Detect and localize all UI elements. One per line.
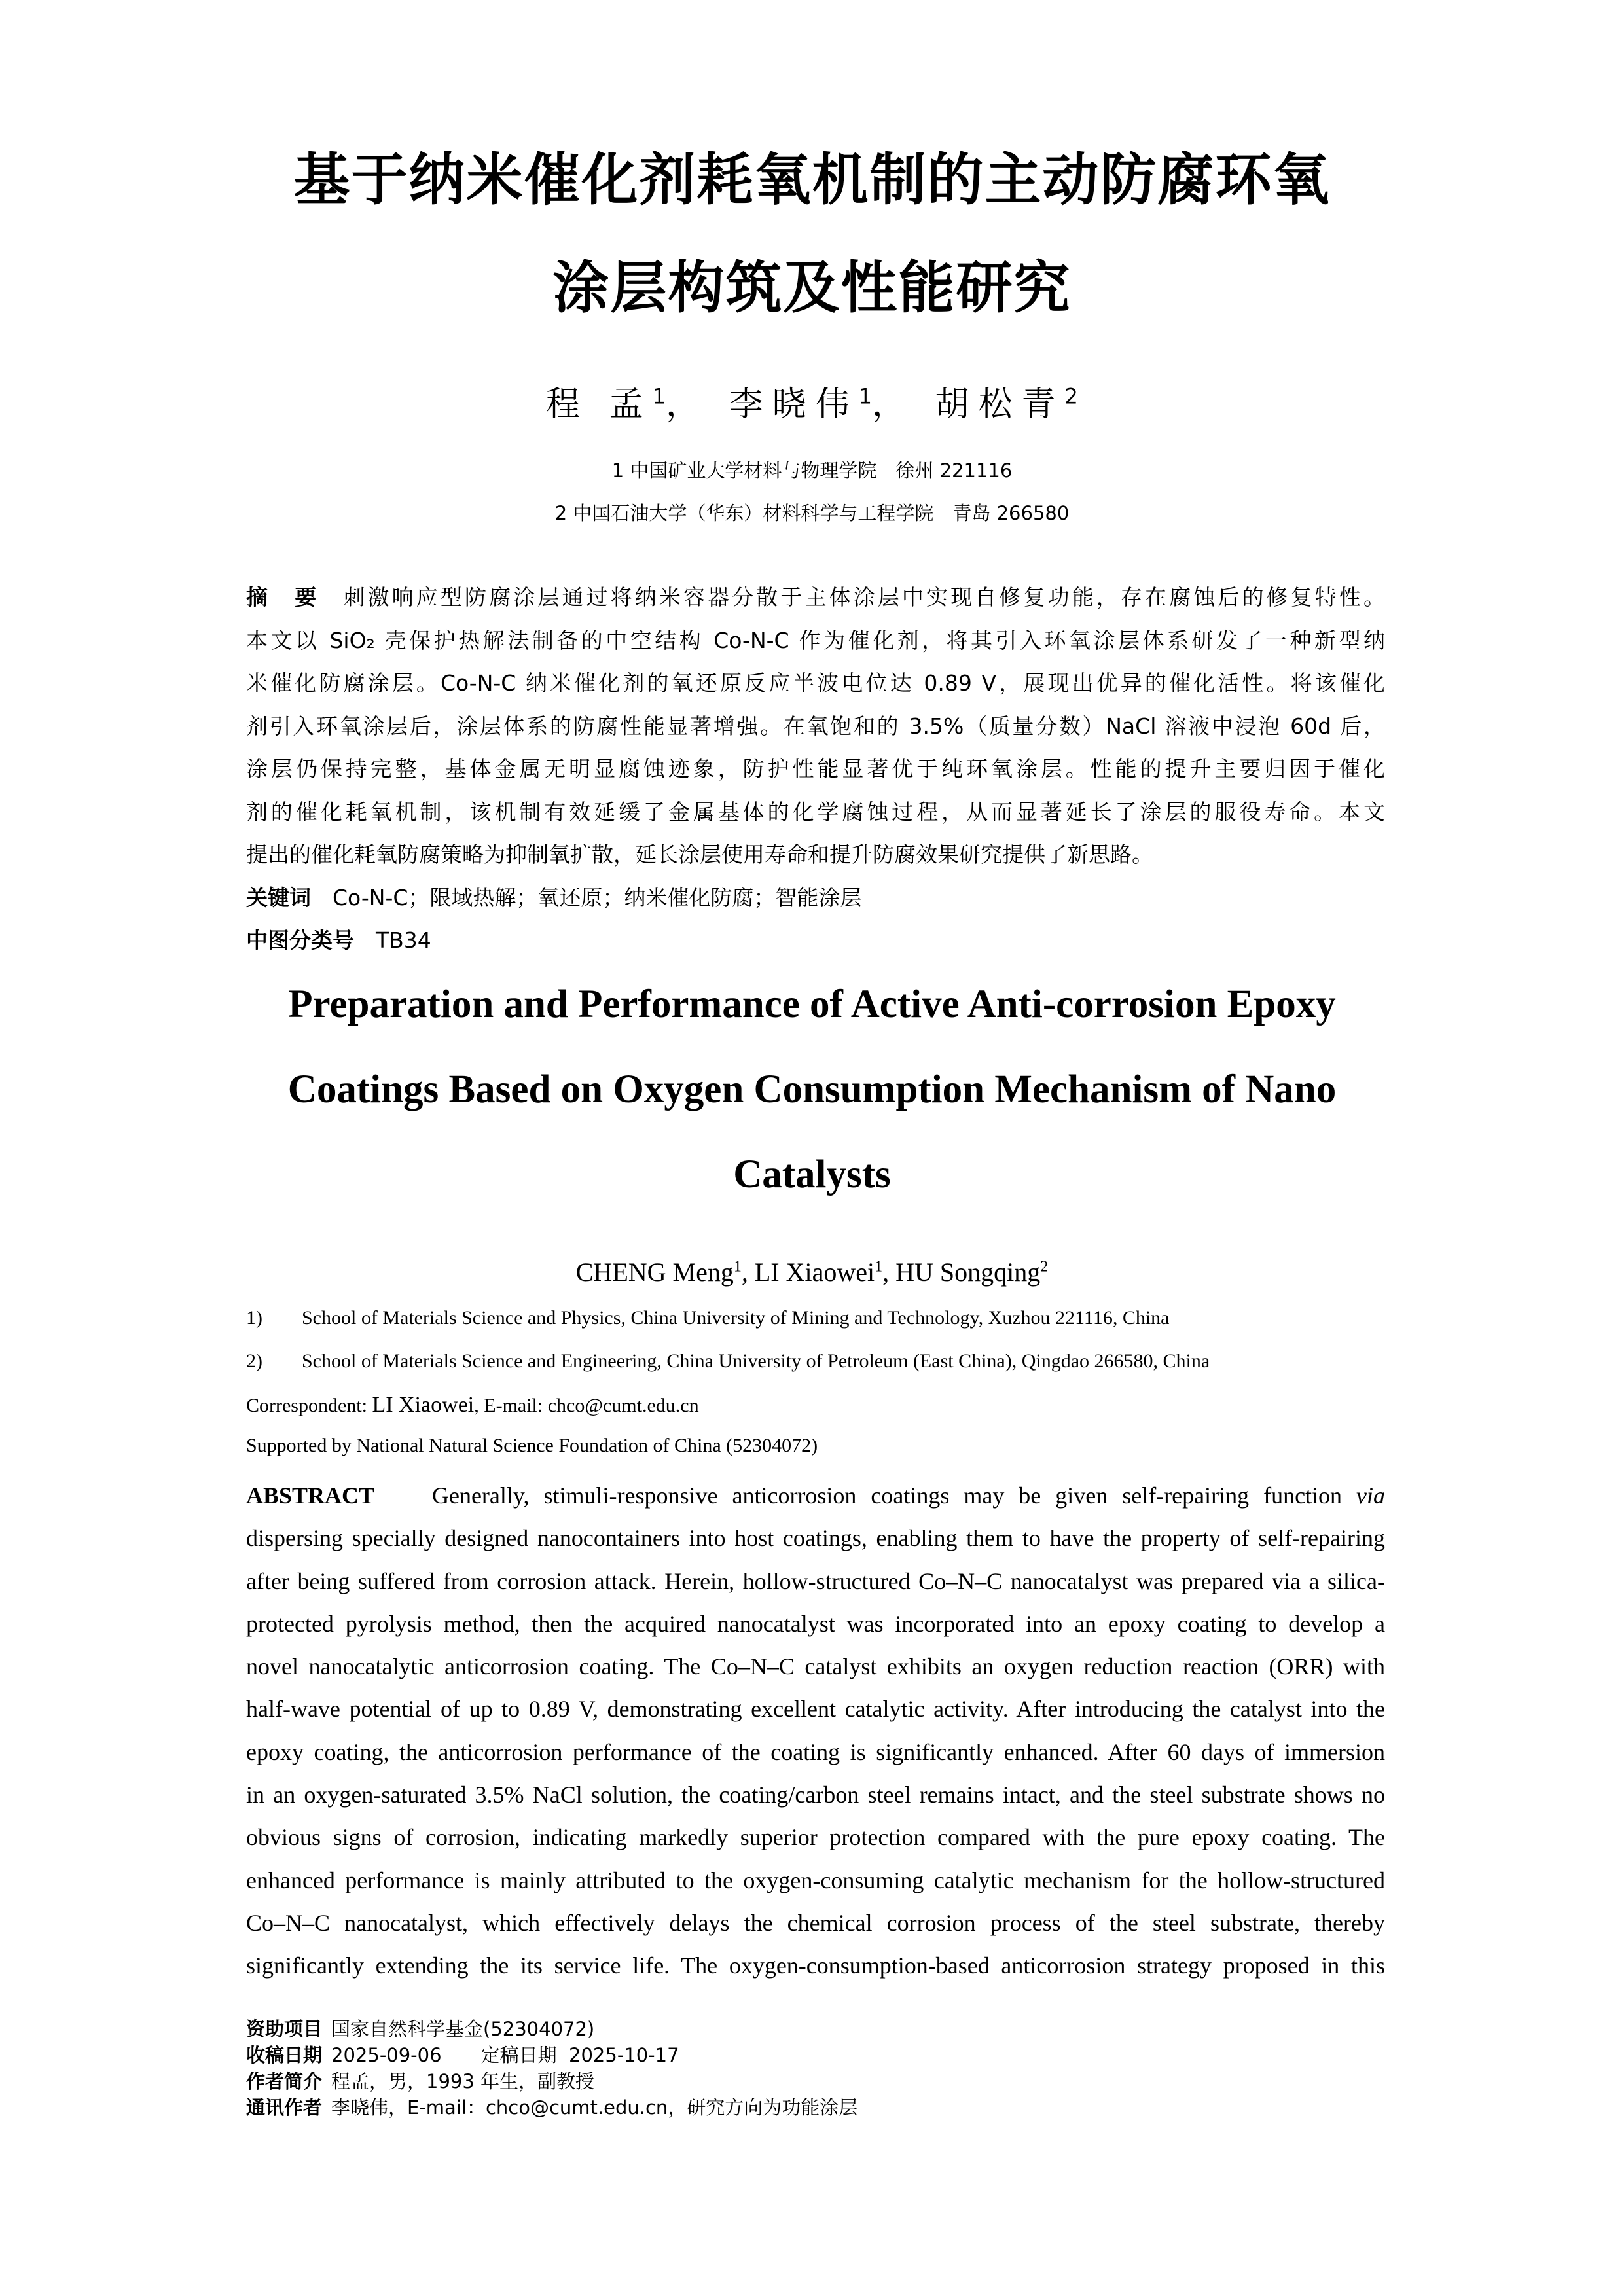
en-correspondent: Correspondent: LI Xiaowei, E-mail: chco@cumt.edu.cn <box>246 1393 699 1417</box>
zh-author-name: 李晓伟 <box>729 385 859 424</box>
en-author-name: CHENG Meng <box>575 1257 734 1287</box>
zh-keywords: 关键词 Co-N-C；限域热解；氧还原；纳米催化防腐；智能涂层 <box>246 884 862 910</box>
en-abstract-line: half-wave potential of up to 0.89 V, demonstrating excellent catalytic activity. After introducing the catalyst into the <box>246 1696 1385 1723</box>
en-abstract-line: dispersing specially designed nanocontainers into host coatings, enabling them to have the property of self-repairing <box>246 1525 1385 1552</box>
zh-author-name: 胡松青 <box>935 385 1065 424</box>
zh-abstract-line: 涂层仍保持完整，基体金属无明显腐蚀迹象，防护性能显著优于纯环氧涂层。性能的提升主要归因于催化 <box>246 756 1385 781</box>
zh-abstract-line: 摘 要 刺激响应型防腐涂层通过将纳米容器分散于主体涂层中实现自修复功能，存在腐蚀后的修复特性。 <box>246 584 1386 610</box>
zh-affiliation-2: 2 中国石油大学（华东）材料科学与工程学院 青岛 266580 <box>554 502 1070 524</box>
en-abstract-label: ABSTRACT <box>246 1482 375 1509</box>
en-abstract-line: ABSTRACT Generally, stimuli-responsive anticorrosion coatings may be given self-repairing function via <box>246 1482 1386 1509</box>
zh-abstract <box>246 576 1385 962</box>
en-abstract-line: in an oxygen-saturated 3.5% NaCl solution, the coating/carbon steel remains intact, and the steel substrate shows no <box>246 1782 1385 1808</box>
zh-affiliation-1: 1 中国矿业大学材料与物理学院 徐州 221116 <box>611 459 1013 482</box>
zh-abstract-label: 摘 要 <box>246 584 319 610</box>
zh-classification: 中图分类号 TB34 <box>246 927 431 953</box>
zh-abstract-line: 米催化防腐涂层。Co-N-C 纳米催化剂的氧还原反应半波电位达 0.89 V，展现出优异的催化活性。将该催化 <box>246 670 1385 696</box>
en-abstract-line: protected pyrolysis method, then the acquired nanocatalyst was incorporated into an epoxy coating to develop a <box>246 1610 1385 1637</box>
zh-abstract-line: 剂引入环氧涂层后，涂层体系的防腐性能显著增强。在氧饱和的 3.5%（质量分数）NaCl 溶液中浸泡 60d 后， <box>246 713 1385 739</box>
zh-title-line-2: 涂层构筑及性能研究 <box>552 255 1072 321</box>
zh-abstract-line: 本文以 SiO₂ 壳保护热解法制备的中空结构 Co-N-C 作为催化剂，将其引入环氧涂层体系研发了一种新型纳 <box>246 627 1385 653</box>
en-title-line-2: Coatings Based on Oxygen Consumption Mechanism of Nano <box>287 1067 1337 1111</box>
zh-author-sup: 1 <box>858 384 872 409</box>
en-author-name: LI Xiaowei <box>754 1257 875 1287</box>
zh-author-name: 程 孟 <box>546 385 653 424</box>
en-abstract-line: after being suffered from corrosion attack. Herein, hollow-structured Co–N–C nanocatalyst was prepared via a silica- <box>246 1568 1385 1594</box>
en-abstract-line: Co–N–C nanocatalyst, which effectively delays the chemical corrosion process of the steel substrate, thereby <box>246 1909 1385 1936</box>
en-abstract-line: obvious signs of corrosion, indicating markedly superior protection compared with the pure epoxy coating. The <box>246 1824 1385 1851</box>
en-abstract-line: significantly extending the its service life. The oxygen-consumption-based anticorrosion strategy proposed in this <box>246 1952 1385 1979</box>
zh-classification-label: 中图分类号 <box>246 927 354 953</box>
footer-author-bio: 作者简介 程孟，男，1993 年生，副教授 <box>246 2070 595 2092</box>
en-affiliation-2: 2) School of Materials Science and Engineering, China University of Petroleum (East China), Qingdao 266580, China <box>246 1350 1210 1372</box>
zh-abstract-line: 提出的催化耗氧防腐策略为抑制氧扩散，延长涂层使用寿命和提升防腐效果研究提供了新思路。 <box>246 842 1153 867</box>
footer-corresponding-author: 通讯作者 李晓伟，E-mail：chco@cumt.edu.cn，研究方向为功能涂层 <box>246 2096 858 2119</box>
en-abstract-line: novel nanocatalytic anticorrosion coating. The Co–N–C catalyst exhibits an oxygen reduction reaction (ORR) with <box>246 1653 1385 1680</box>
en-abstract-line: enhanced performance is mainly attributed to the oxygen-consuming catalytic mechanism for the hollow-structured <box>246 1867 1385 1893</box>
en-supported-by: Supported by National Natural Science Foundation of China (52304072) <box>246 1435 818 1456</box>
en-abstract-line: epoxy coating, the anticorrosion performance of the coating is significantly enhanced. After 60 days of immersion <box>246 1738 1385 1765</box>
zh-title-line-1: 基于纳米催化剂耗氧机制的主动防腐环氧 <box>293 147 1331 213</box>
en-title-line-3: Catalysts <box>733 1153 891 1196</box>
en-author-name: HU Songqing <box>895 1257 1041 1287</box>
zh-author-sup: 2 <box>1064 384 1078 409</box>
zh-authors: 程 孟$^1$， 李晓伟$^1$， 胡松青$^2$ <box>546 384 1078 424</box>
zh-author-sup: 1 <box>652 384 666 409</box>
en-authors: CHENG Meng$^1$, LI Xiaowei$^1$, HU Songqing$^2$ <box>575 1257 1049 1287</box>
en-abstract <box>246 1475 1385 1988</box>
footer-funding: 资助项目 国家自然科学基金(52304072) <box>246 2018 595 2040</box>
footer-dates: 收稿日期 2025-09-06 定稿日期 2025-10-17 <box>246 2044 679 2066</box>
zh-keywords-label: 关键词 <box>246 884 311 910</box>
en-affiliation-1: 1) School of Materials Science and Physics, China University of Mining and Technology, Xuzhou 221116, China <box>246 1307 1170 1329</box>
zh-abstract-line: 剂的催化耗氧机制，该机制有效延缓了金属基体的化学腐蚀过程，从而显著延长了涂层的服役寿命。本文 <box>246 798 1385 825</box>
footer-notes <box>246 2016 1385 2121</box>
en-title-line-1: Preparation and Performance of Active Anti-corrosion Epoxy <box>288 982 1336 1026</box>
